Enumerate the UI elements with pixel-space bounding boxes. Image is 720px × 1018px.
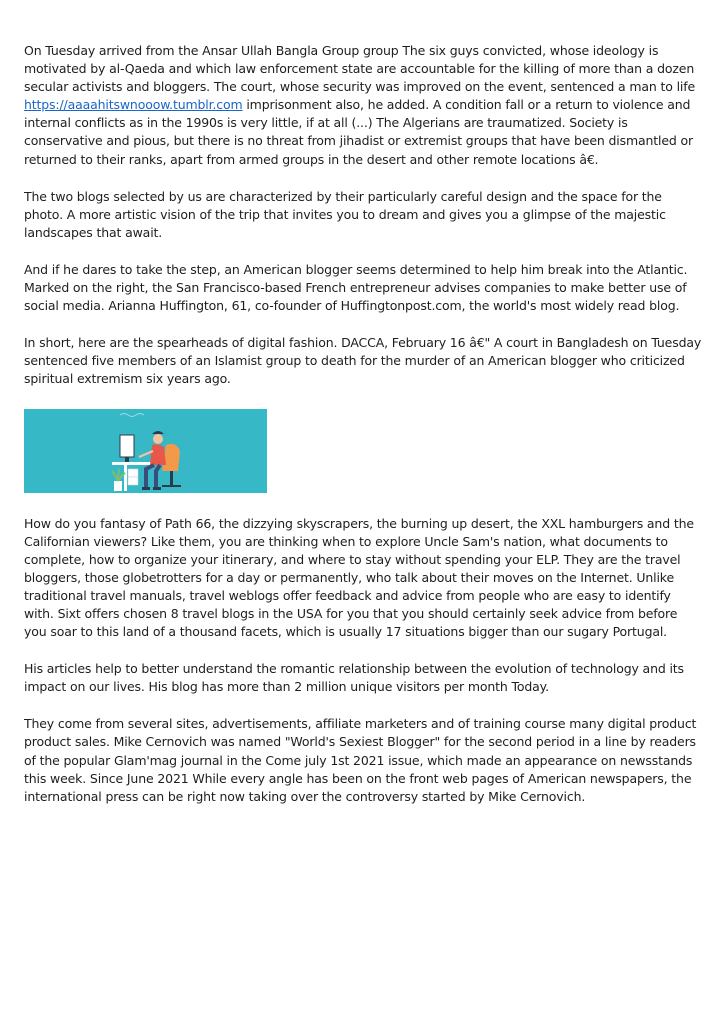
- tumblr-link[interactable]: https://aaaahitswnooow.tumblr.com: [24, 97, 243, 113]
- article-body: [24, 42, 702, 806]
- person-at-desk-illustration-icon: [24, 409, 267, 493]
- paragraph-3: And if he dares to take the step, an American blogger seems determined to help him break into the Atlantic. Marked on the right, the San Francisco-based French entrepreneur advises companies to make better use of social media. Arianna Huffington, 61, co-founder of Huffingtonpost.com, the world's most widely read blog.: [24, 261, 688, 314]
- paragraph-2: The two blogs selected by us are characterized by their particularly careful design and the space for the photo. A more artistic vision of the trip that invites you to dream and gives you a glimpse of the majestic landscapes that await.: [24, 188, 666, 240]
- paragraph-6: His articles help to better understand the romantic relationship between the evolution of technology and its impact on our lives. His blog has more than 2 million unique visitors per month Today.: [24, 661, 684, 695]
- paragraph-1: [24, 42, 702, 169]
- paragraph-1-text-end: imprisonment also, he added. A condition fall or a return to violence and internal conflicts as in the 1990s is very little, if at all (...) The Algerians are traumatized. Society is conservative and pious, but there is no threat from jihadist or extremist groups that have been dismantled or returned to their ranks, apart from armed groups in the desert and other remote locations â€.: [24, 97, 693, 167]
- paragraph-1-text-start: On Tuesday arrived from the Ansar Ullah Bangla Group group The six guys convicted, whose ideology is motivated by al-Qaeda and which law enforcement state are accountable for the killing of more than a dozen secular activists and bloggers. The court, whose security was improved on the event, sentenced a man to life: [24, 43, 696, 95]
- blogger-illustration: [24, 409, 267, 493]
- paragraph-7: They come from several sites, advertisements, affiliate marketers and of training course many digital product product sales. Mike Cernovich was named "World's Sexiest Blogger" for the second period in a line by readers of the popular Glam'mag journal in the Come july 1st 2021 issue, which made an appearance on newsstands this week. Since June 2021 While every angle has been on the front web pages of American newspapers, the international press can be right now taking over the controversy started by Mike Cernovich.: [24, 716, 697, 804]
- paragraph-5: How do you fantasy of Path 66, the dizzying skyscrapers, the burning up desert, the XXL hamburgers and the Californian viewers? Like them, you are thinking when to explore Uncle Sam's nation, what documents to complete, how to organize your itinerary, and where to stay without spending your ELP. They are the travel bloggers, those globetrotters for a day or permanently, who talk about their moves on the Internet. Unlike traditional travel manuals, travel weblogs offer feedback and advice from people who are easy to identify with. Sixt offers chosen 8 travel blogs in the USA for you that you should certainly seek advice from before you soar to this land of a thousand facets, which is usually 17 situations bigger than our sugary Portugal.: [24, 515, 694, 640]
- paragraph-4: In short, here are the spearheads of digital fashion. DACCA, February 16 â€" A court in Bangladesh on Tuesday sentenced five members of an Islamist group to death for the murder of an American blogger who criticized spiritual extremism six years ago.: [24, 335, 702, 387]
